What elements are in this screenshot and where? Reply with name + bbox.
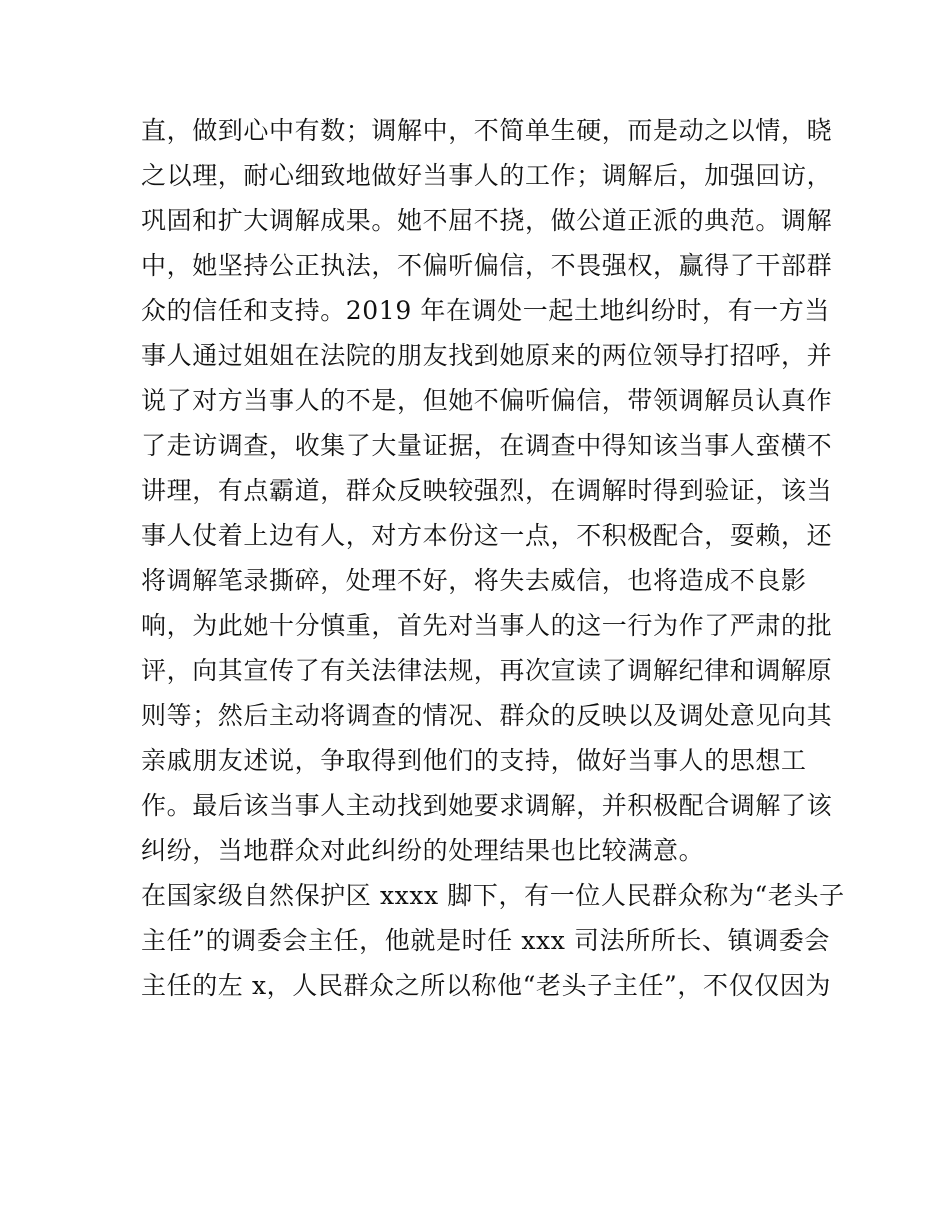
text-line: 作。最后该当事人主动找到她要求调解，并积极配合调解了该 [141,791,833,820]
text-line: 直，做到心中有数；调解中，不简单生硬，而是动之以情，晓 [141,116,833,145]
text-line: 在国家级自然保护区 xxxx 脚下，有一位人民群众称为“老头子 [141,881,845,910]
text-line: 响，为此她十分慎重，首先对当事人的这一行为作了严肃的批 [141,611,833,640]
text-line: 巩固和扩大调解成果。她不屈不挠，做公道正派的典范。调解 [141,206,833,235]
text-line: 讲理，有点霸道，群众反映较强烈，在调解时得到验证，该当 [141,476,833,505]
text-line: 事人仗着上边有人，对方本份这一点，不积极配合，耍赖，还 [141,521,833,550]
body-text [141,108,845,1008]
text-line: 将调解笔录撕碎，处理不好，将失去威信，也将造成不良影 [141,566,807,595]
text-line: 之以理，耐心细致地做好当事人的工作；调解后，加强回访， [141,161,833,190]
text-line: 了走访调查，收集了大量证据，在调查中得知该当事人蛮横不 [141,431,833,460]
text-line: 主任”的调委会主任，他就是时任 xxx 司法所所长、镇调委会 [141,926,830,955]
text-line: 评，向其宣传了有关法律法规，再次宣读了调解纪律和调解原 [141,656,833,685]
text-line: 主任的左 x，人民群众之所以称他“老头子主任”，不仅仅因为 [141,971,832,1000]
text-line: 说了对方当事人的不是，但她不偏听偏信，带领调解员认真作 [141,386,833,415]
text-line: 事人通过姐姐在法院的朋友找到她原来的两位领导打招呼，并 [141,341,833,370]
text-line: 纠纷，当地群众对此纠纷的处理结果也比较满意。 [141,836,705,865]
text-line: 中，她坚持公正执法，不偏听偏信，不畏强权，赢得了干部群 [141,251,833,280]
text-line: 亲戚朋友述说，争取得到他们的支持，做好当事人的思想工 [141,746,807,775]
text-line: 众的信任和支持。2019 年在调处一起土地纠纷时，有一方当 [141,296,830,325]
text-line: 则等；然后主动将调查的情况、群众的反映以及调处意见向其 [141,701,833,730]
